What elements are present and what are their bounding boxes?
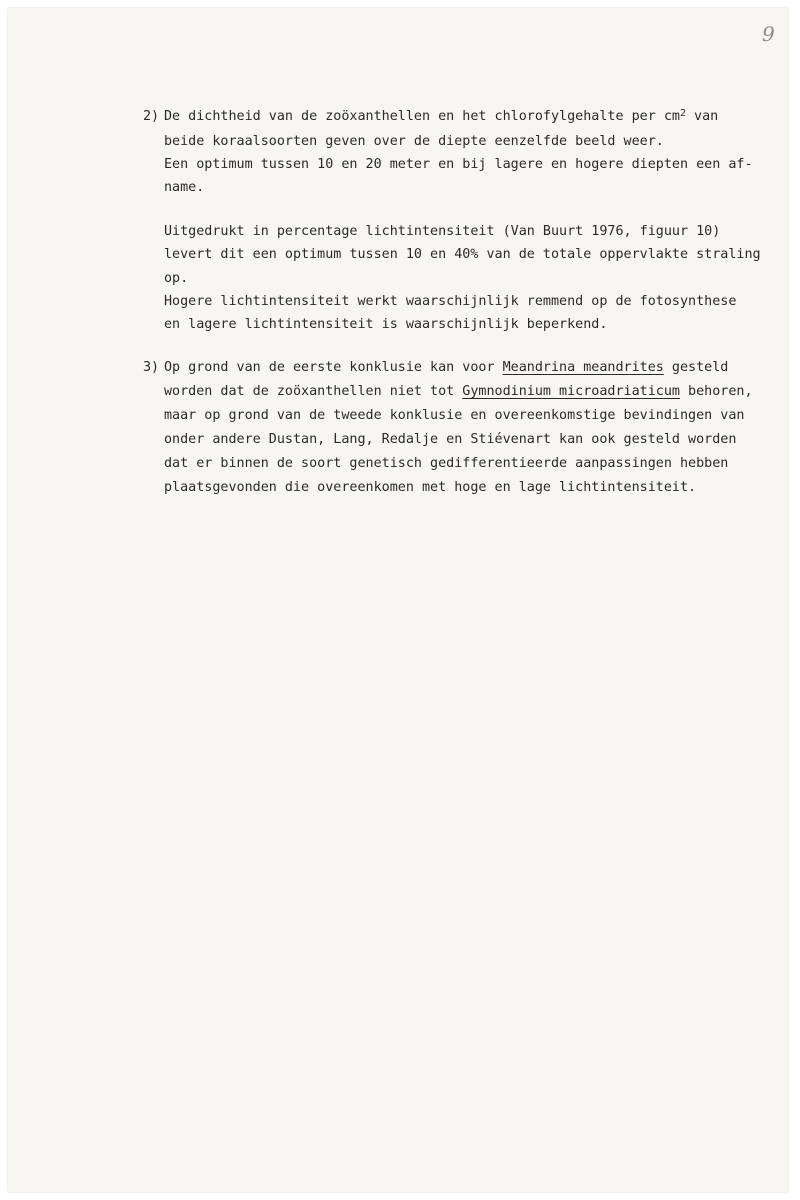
section3-line-5: dat er binnen de soort genetisch gedifferentieerde aanpassingen hebben bbox=[164, 456, 729, 471]
section2-para2-line-1: Uitgedrukt in percentage lichtintensiteit (Van Buurt 1976, figuur 10) bbox=[164, 224, 721, 239]
section3-line-3: maar op grond van de tweede konklusie en overeenkomstige bevindingen van bbox=[164, 408, 745, 423]
species-name-meandrina: Meandrina meandrites bbox=[502, 360, 664, 375]
text-run: gesteld bbox=[663, 360, 729, 375]
section3-line-2 bbox=[164, 385, 753, 398]
item-marker-2: 2) bbox=[143, 109, 160, 124]
section2-para2-line-2: levert dit een optimum tussen 10 en 40% van de totale oppervlakte straling bbox=[164, 247, 761, 262]
text-run: van bbox=[686, 109, 719, 124]
section2-para2-line-3: op. bbox=[164, 271, 189, 286]
section2-line-1 bbox=[164, 110, 718, 123]
item-marker-3: 3) bbox=[143, 360, 160, 375]
page-number: 9 bbox=[762, 22, 775, 46]
section2-para2-line-5: en lagere lichtintensiteit is waarschijnlijk beperkend. bbox=[164, 317, 608, 332]
section3-line-1 bbox=[164, 361, 728, 374]
section2-line-2: beide koraalsoorten geven over de diepte eenzelfde beeld weer. bbox=[164, 134, 664, 149]
section2-para2-line-4: Hogere lichtintensiteit werkt waarschijnlijk remmend op de fotosynthese bbox=[164, 294, 737, 309]
text-run: worden dat de zoöxanthellen niet tot bbox=[164, 384, 463, 399]
text-run: De dichtheid van de zoöxanthellen en het chlorofylgehalte per cm bbox=[164, 109, 680, 124]
superscript: 2 bbox=[679, 108, 686, 119]
section3-line-6: plaatsgevonden die overeenkomen met hoge en lage lichtintensiteit. bbox=[164, 480, 697, 495]
document-page bbox=[8, 8, 788, 1192]
section2-line-4: name. bbox=[164, 180, 205, 195]
species-name-gymnodinium: Gymnodinium microadriaticum bbox=[462, 384, 680, 399]
text-run: behoren, bbox=[679, 384, 753, 399]
text-run: Op grond van de eerste konklusie kan voor bbox=[164, 360, 503, 375]
section2-line-3: Een optimum tussen 10 en 20 meter en bij lagere en hogere diepten een af- bbox=[164, 157, 753, 172]
section3-line-4: onder andere Dustan, Lang, Redalje en Stiévenart kan ook gesteld worden bbox=[164, 432, 737, 447]
